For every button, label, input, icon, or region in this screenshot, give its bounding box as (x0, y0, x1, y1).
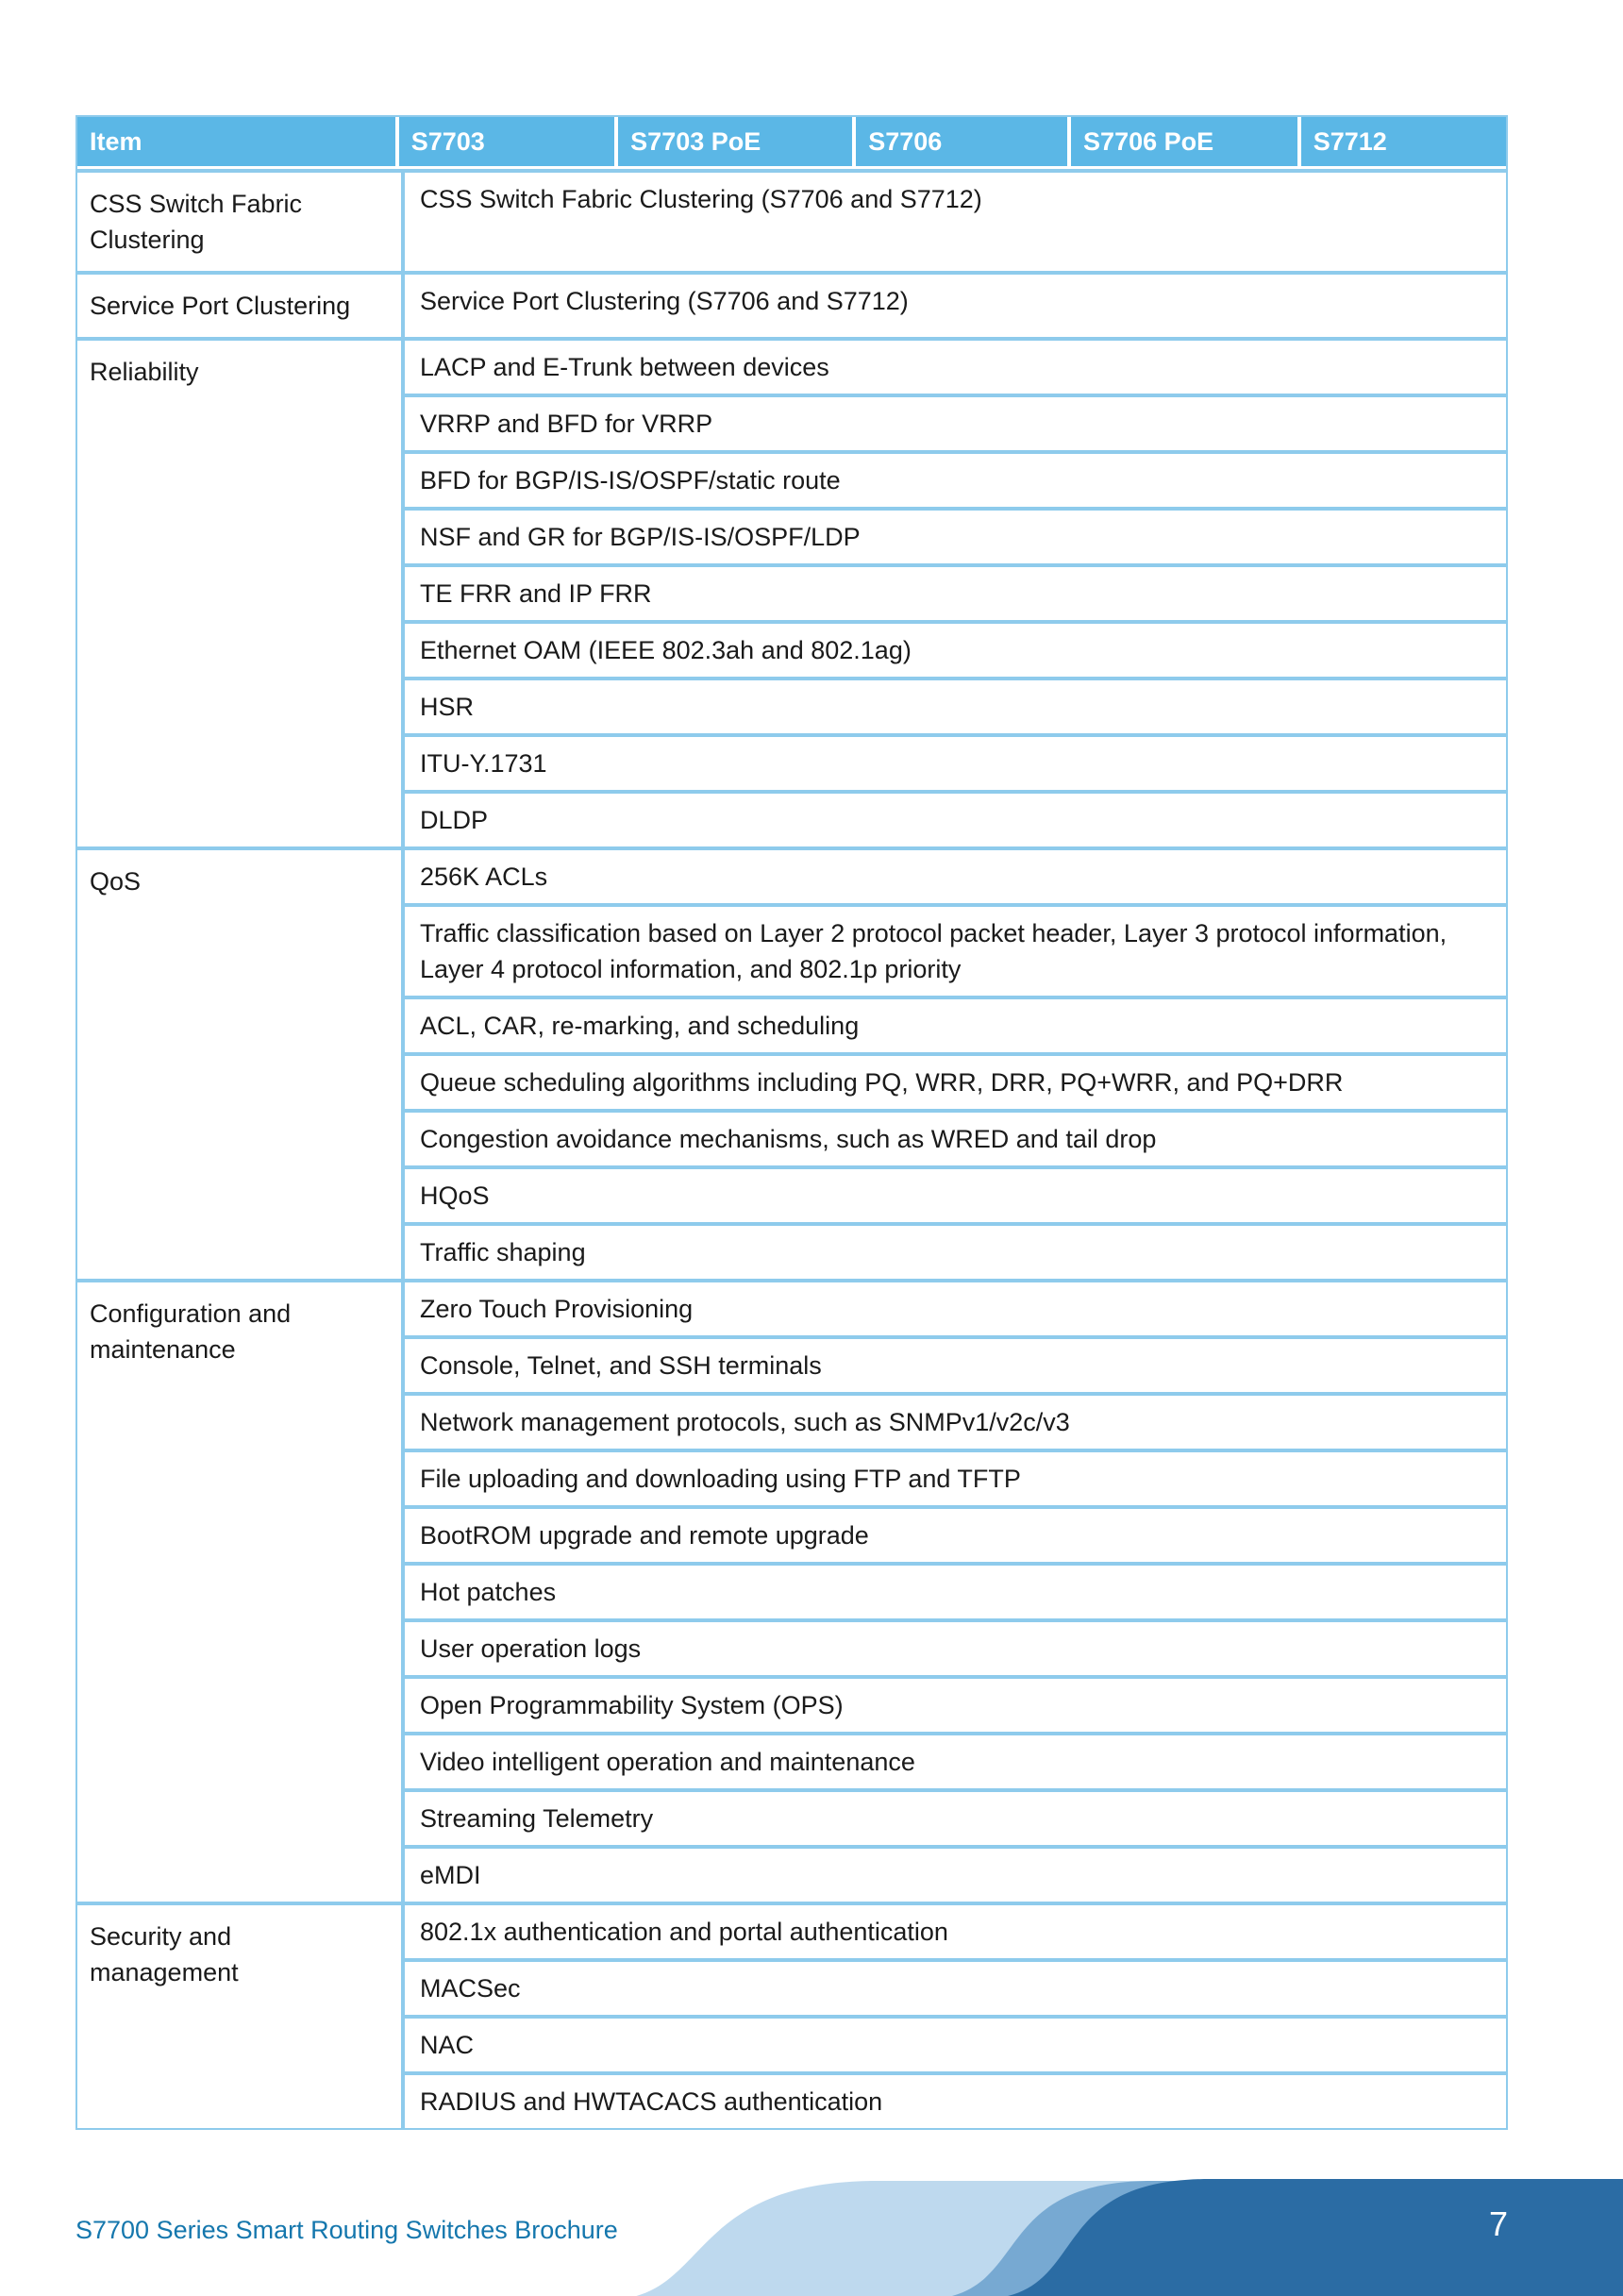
features-column (405, 1282, 1506, 1902)
features-column (405, 173, 1506, 271)
item-cell: QoS (77, 850, 405, 1279)
page-number: 7 (1489, 2204, 1509, 2243)
feature-cell: NSF and GR for BGP/IS-IS/OSPF/LDP (405, 507, 1506, 563)
column-header-s7706-poe: S7706 PoE (1071, 117, 1297, 166)
table-section (77, 337, 1506, 846)
feature-cell: HQoS (405, 1165, 1506, 1222)
item-cell: Security and management (77, 1905, 405, 2128)
column-header-item: Item (77, 117, 395, 166)
feature-cell: Console, Telnet, and SSH terminals (405, 1335, 1506, 1392)
feature-cell: Congestion avoidance mechanisms, such as WRED and tail drop (405, 1109, 1506, 1165)
column-header-s7706: S7706 (856, 117, 1067, 166)
feature-cell: ACL, CAR, re-marking, and scheduling (405, 996, 1506, 1052)
feature-cell: Service Port Clustering (S7706 and S7712) (420, 287, 909, 315)
feature-cell: RADIUS and HWTACACS authentication (405, 2071, 1506, 2128)
feature-cell: MACSec (405, 1958, 1506, 2015)
feature-cell: ITU-Y.1731 (405, 733, 1506, 790)
feature-cell: Hot patches (405, 1562, 1506, 1618)
feature-cell: Ethernet OAM (IEEE 802.3ah and 802.1ag) (405, 620, 1506, 677)
item-cell: Configuration and maintenance (77, 1282, 405, 1902)
column-header-s7703: S7703 (399, 117, 614, 166)
column-header-s7712: S7712 (1301, 117, 1506, 166)
feature-cell: Video intelligent operation and maintenance (405, 1732, 1506, 1788)
features-column (405, 850, 1506, 1279)
footer-document-title: S7700 Series Smart Routing Switches Brochure (75, 2216, 618, 2244)
feature-cell: NAC (405, 2015, 1506, 2071)
feature-cell: Traffic classification based on Layer 2 protocol packet header, Layer 3 protocol information, Layer 4 protocol information, and 802.1p priority (405, 903, 1506, 996)
feature-cell: File uploading and downloading using FTP and TFTP (405, 1449, 1506, 1505)
feature-cell: 256K ACLs (420, 863, 548, 891)
feature-cell: VRRP and BFD for VRRP (405, 394, 1506, 450)
feature-cell: LACP and E-Trunk between devices (420, 353, 829, 381)
features-column (405, 1905, 1506, 2128)
item-cell: Reliability (77, 341, 405, 846)
feature-cell: HSR (405, 677, 1506, 733)
feature-cell: DLDP (405, 790, 1506, 846)
feature-cell: TE FRR and IP FRR (405, 563, 1506, 620)
item-cell: CSS Switch Fabric Clustering (77, 173, 405, 271)
feature-cell: CSS Switch Fabric Clustering (S7706 and S7712) (420, 185, 982, 213)
feature-cell: BootROM upgrade and remote upgrade (405, 1505, 1506, 1562)
spec-table (75, 115, 1508, 2130)
feature-cell: Open Programmability System (OPS) (405, 1675, 1506, 1732)
feature-cell: Network management protocols, such as SNMPv1/v2c/v3 (405, 1392, 1506, 1449)
table-header-row (77, 117, 1506, 166)
column-header-s7703-poe: S7703 PoE (618, 117, 852, 166)
footer-wave-graphic (566, 2107, 1623, 2296)
feature-cell: Queue scheduling algorithms including PQ, WRR, DRR, PQ+WRR, and PQ+DRR (405, 1052, 1506, 1109)
feature-cell: Zero Touch Provisioning (420, 1295, 694, 1323)
feature-cell: 802.1x authentication and portal authentication (420, 1918, 948, 1946)
table-section (77, 846, 1506, 1279)
table-section (77, 169, 1506, 271)
feature-cell: eMDI (405, 1845, 1506, 1902)
features-column (405, 341, 1506, 846)
table-section (77, 1902, 1506, 2128)
feature-cell: BFD for BGP/IS-IS/OSPF/static route (405, 450, 1506, 507)
table-body (77, 169, 1506, 2128)
feature-cell: Traffic shaping (405, 1222, 1506, 1279)
feature-cell: User operation logs (405, 1618, 1506, 1675)
feature-cell: Streaming Telemetry (405, 1788, 1506, 1845)
item-cell: Service Port Clustering (77, 275, 405, 337)
table-section (77, 271, 1506, 337)
table-section (77, 1279, 1506, 1902)
features-column (405, 275, 1506, 337)
